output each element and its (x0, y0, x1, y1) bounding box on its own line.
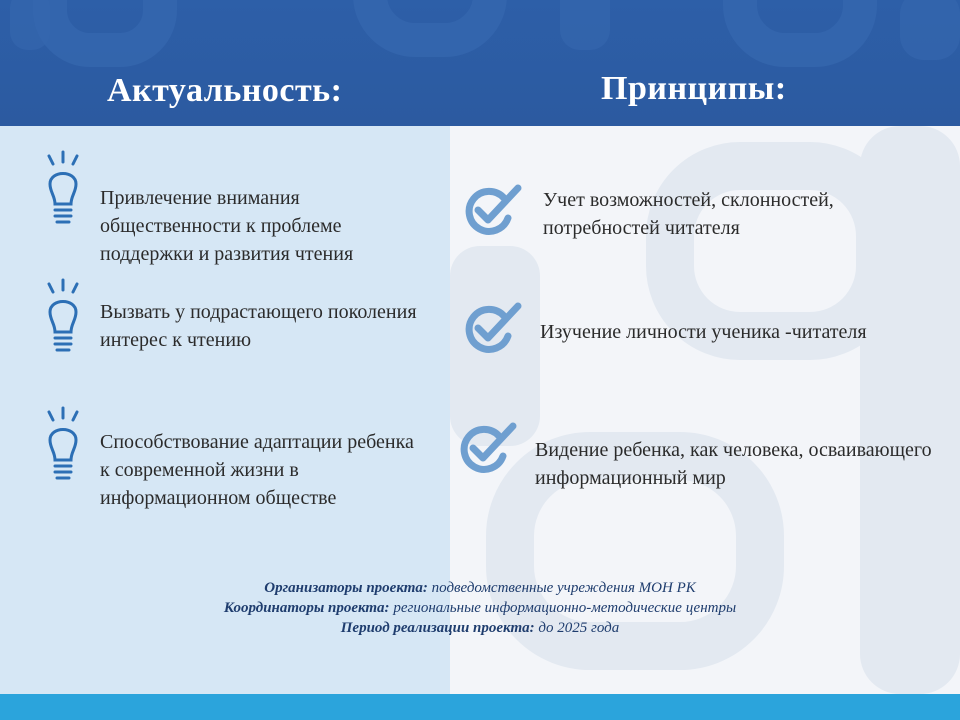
lightbulb-icon (40, 278, 86, 363)
header-band (0, 0, 960, 126)
period-line (180, 618, 780, 638)
check-circle-icon (464, 182, 524, 243)
principles-heading: Принципы: (601, 70, 787, 107)
relevance-item-3: Способствование адаптации ребенка к современной жизни в информационном обществе (100, 431, 414, 509)
principle-item-3: Видение ребенка, как человека, осваивающего информационный мир (535, 439, 932, 489)
bottom-bar (0, 694, 960, 720)
coordinators-line (180, 598, 780, 618)
lightbulb-icon (40, 406, 86, 491)
organizers-line (180, 578, 780, 598)
check-circle-icon (464, 300, 524, 361)
period-label: Период реализации проекта: (340, 620, 535, 636)
coordinators-label: Координаторы проекта: (223, 600, 390, 616)
check-circle-icon (459, 420, 519, 481)
relevance-heading: Актуальность: (107, 72, 343, 109)
coordinators-value: региональные информационно-методические центры (389, 600, 737, 616)
period-value: до 2025 года (534, 620, 620, 636)
principle-item-2: Изучение личности ученика -читателя (540, 321, 867, 343)
relevance-item-2: Вызвать у подрастающего поколения интерес к чтению (100, 301, 417, 351)
organizers-label: Организаторы проекта: (264, 580, 428, 596)
principle-item-1: Учет возможностей, склонностей, потребностей читателя (543, 189, 834, 239)
project-info (180, 578, 780, 638)
lightbulb-icon (40, 150, 86, 235)
relevance-item-1: Привлечение внимания общественности к проблеме поддержки и развития чтения (100, 187, 354, 265)
organizers-value: подведомственные учреждения МОН РК (427, 580, 696, 596)
